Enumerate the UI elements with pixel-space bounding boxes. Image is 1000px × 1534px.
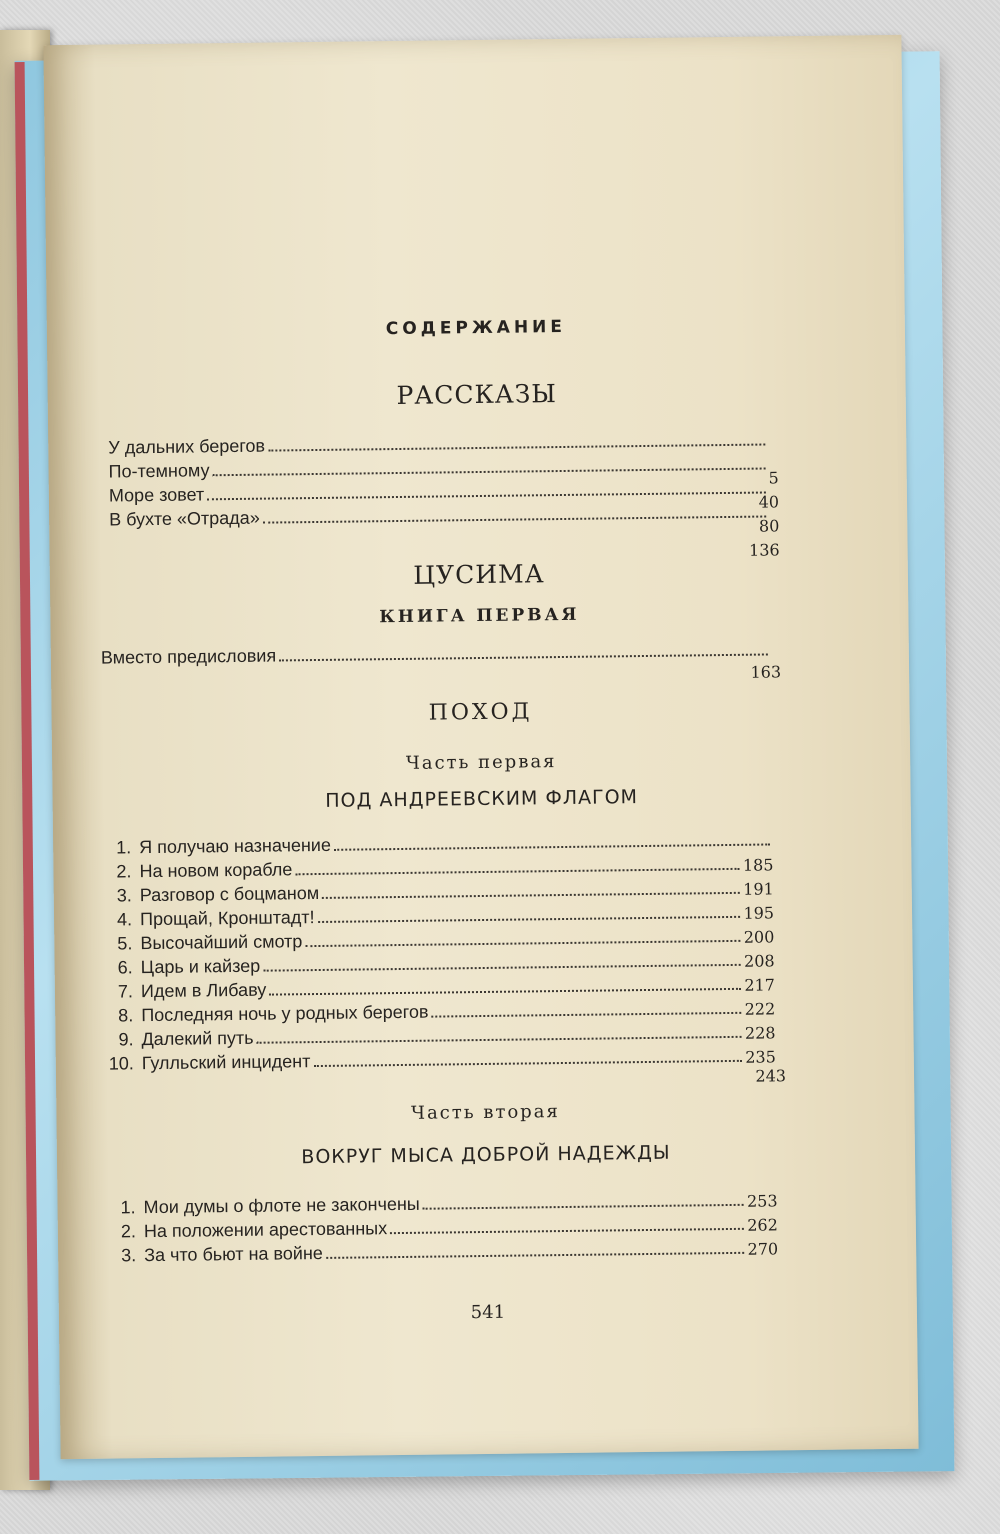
leader-dots xyxy=(423,1204,744,1210)
toc-entry-label: Последняя ночь у родных берегов xyxy=(141,1001,429,1026)
toc-page-number: 80 xyxy=(758,516,780,536)
toc-page-number: 195 xyxy=(743,903,775,923)
toc-page-number: 185 xyxy=(742,855,774,875)
toc-entry-number: 9. xyxy=(118,1029,134,1050)
toc-page-number: 262 xyxy=(747,1215,778,1235)
toc-page-number: 208 xyxy=(743,951,775,971)
toc-entry-label: Царь и кайзер xyxy=(140,955,261,978)
leader-dots xyxy=(257,1036,742,1044)
leader-dots xyxy=(263,964,741,972)
toc-entry-number: 1. xyxy=(116,837,132,858)
tsushima-heading: ЦУСИМА xyxy=(413,559,545,590)
toc-page-number: 270 xyxy=(747,1239,779,1259)
book-page xyxy=(43,35,918,1459)
toc-entry-number: 2. xyxy=(120,1221,137,1242)
toc-page-number: 200 xyxy=(743,927,775,947)
toc-entry-label: За что бьют на войне xyxy=(144,1242,323,1266)
toc-page-number: 222 xyxy=(744,999,776,1019)
leader-dots xyxy=(279,653,768,661)
toc-entry-number: 5. xyxy=(117,933,133,954)
toc-entry-number: 3. xyxy=(116,885,132,906)
toc-entry-label: Мои думы о флоте не закончены xyxy=(143,1193,420,1218)
toc-page-number: 253 xyxy=(746,1191,778,1211)
leader-dots xyxy=(269,988,741,996)
toc-entry-number: 6. xyxy=(117,957,133,978)
toc-entry-label: Гулльский инцидент xyxy=(141,1051,311,1074)
toc-entry-label: Прощай, Кронштадт! xyxy=(139,907,315,930)
table-of-contents xyxy=(43,35,918,1459)
leader-dots xyxy=(263,515,766,523)
stories-heading: РАССКАЗЫ xyxy=(396,379,558,411)
leader-dots xyxy=(326,1252,745,1259)
leader-dots xyxy=(305,940,740,947)
toc-entry-number: 3. xyxy=(121,1245,137,1266)
leader-dots xyxy=(334,843,770,850)
toc-page-number: 5 xyxy=(768,468,779,488)
part-two-label: Часть вторая xyxy=(410,1101,560,1124)
leader-dots xyxy=(318,916,741,923)
toc-entry-label: У дальних берегов xyxy=(108,435,266,458)
leader-dots xyxy=(313,1060,742,1067)
toc-entry-number: 1. xyxy=(120,1197,136,1218)
leader-dots xyxy=(390,1228,744,1234)
leader-dots xyxy=(322,892,740,899)
leader-dots xyxy=(295,868,740,875)
toc-page-number: 136 xyxy=(748,540,780,560)
toc-entry-label: Разговор с боцманом xyxy=(139,882,320,906)
toc-page-number: 235 xyxy=(745,1047,776,1067)
book-one-heading: КНИГА ПЕРВАЯ xyxy=(379,604,580,628)
toc-entry-number: 7. xyxy=(117,981,134,1002)
toc-page-number: 217 xyxy=(744,975,776,995)
toc-entry xyxy=(101,636,771,668)
toc-page-number: 40 xyxy=(758,492,780,512)
toc-page-number: 163 xyxy=(750,662,782,682)
toc-entry-label: Море зовет xyxy=(108,484,205,506)
part-one-label: Часть первая xyxy=(405,751,557,774)
toc-entry-label: Высочайший смотр xyxy=(140,931,303,954)
toc-entry-number: 4. xyxy=(116,909,133,930)
part-two-title: ВОКРУГ МЫСА ДОБРОЙ НАДЕЖДЫ xyxy=(301,1141,671,1169)
page-title: СОДЕРЖАНИЕ xyxy=(385,316,567,340)
campaign-heading: ПОХОД xyxy=(428,699,533,726)
toc-entry-number: 2. xyxy=(116,861,132,882)
toc-entry-label: На положении арестованных xyxy=(143,1218,388,1242)
toc-page-number: 228 xyxy=(744,1023,776,1043)
toc-entry-label: Идем в Либаву xyxy=(140,979,267,1002)
toc-entry-label: Я получаю назначение xyxy=(139,834,332,858)
page-number: 541 xyxy=(470,1301,506,1324)
toc-entry-number: 10. xyxy=(108,1053,134,1074)
leader-dots xyxy=(431,1012,741,1018)
toc-entry-label: В бухте «Отрада» xyxy=(109,507,260,530)
toc-entry-label: Вместо предисловия xyxy=(100,645,277,668)
toc-entry-label: На новом корабле xyxy=(139,859,293,882)
toc-page-number: 191 xyxy=(743,879,774,899)
toc-page-number: 243 xyxy=(755,1066,787,1086)
part-one-title: ПОД АНДРЕЕВСКИМ ФЛАГОМ xyxy=(325,786,639,812)
toc-entry-label: Далекий путь xyxy=(141,1027,254,1050)
leader-dots xyxy=(268,444,765,452)
toc-entry-label: По-темному xyxy=(108,460,210,482)
toc-entry-number: 8. xyxy=(118,1005,134,1026)
